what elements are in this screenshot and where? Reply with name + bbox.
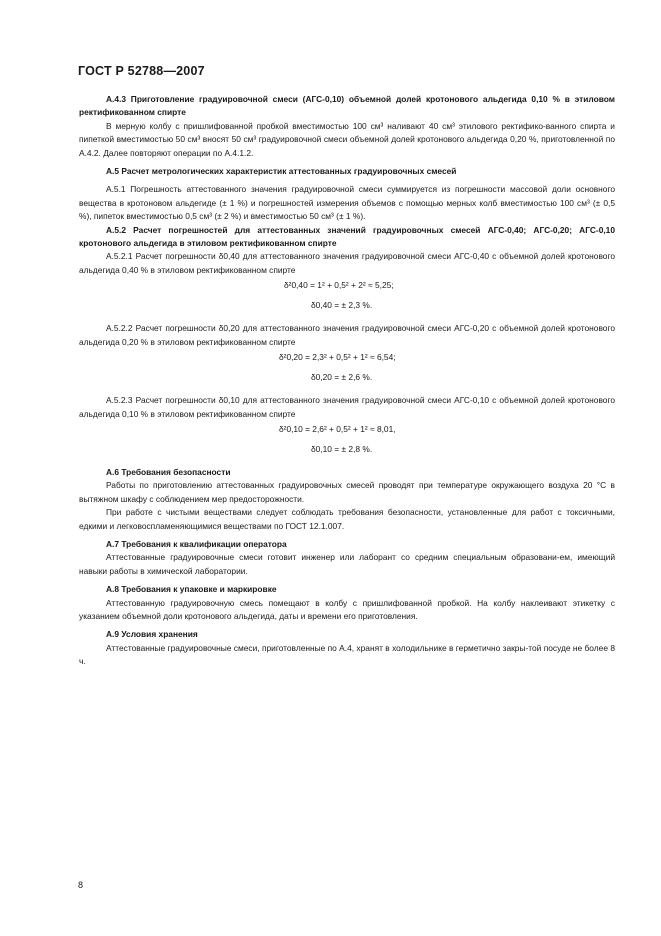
formula-row: [79, 349, 615, 369]
section-a9-text: Аттестованные градуировочные смеси, приготовленные по А.4, хранят в холодильнике в герметично закры-той посуде не более 8 ч.: [79, 642, 615, 667]
formula-a521-1: δ²0,40 = 1² + 0,5² + 2² ≈ 5,25;: [284, 280, 394, 291]
section-a522-text: А.5.2.2 Расчет погрешности δ0,20 для аттестованного значения градуировочной смеси АГС-0,20 с объемной долей кротонового альдегида 0,20 % в этиловом ректификованном спирте: [79, 323, 615, 347]
document-body: [79, 93, 615, 669]
formula-a523-2: δ0,10 = ± 2,8 %.: [311, 443, 373, 454]
section-a9-heading: А.9 Условия хранения: [106, 629, 198, 640]
section-a52-heading: А.5.2 Расчет погрешностей для аттестованных значений градуировочных смесей АГС-0,40; АГС-0,20; АГС-0,10 кротонового альдегида в этиловом ректификованном спирте: [79, 224, 615, 249]
formula-a522-2: δ0,20 = ± 2,6 %.: [311, 372, 373, 383]
page-number: 8: [78, 880, 84, 890]
section-a51-text: А.5.1 Погрешность аттестованного значения градуировочной смеси суммируется из погрешности массовой доли основного вещества в кротоновом альдегиде (± 1 %) и погрешностей измерения объемов с помощью мерных колб вместимостью 100 см³ (± 0,5 %), пипеток вместимостью 0,5 см³ (± 2 %) и вместимостью 50 см³ (± 1 %).: [79, 184, 615, 222]
document-header: ГОСТ Р 52788—2007: [78, 64, 205, 78]
formula-row: [79, 441, 615, 461]
section-a523-text: А.5.2.3 Расчет погрешности δ0,10 для аттестованного значения градуировочной смеси АГС-0,10 с объемной долей кротонового альдегида 0,10 % в этиловом ректификованном спирте: [79, 395, 615, 419]
section-a521-text: А.5.2.1 Расчет погрешности δ0,40 для аттестованного значения градуировочной смеси АГС-0,40 с объемной долей кротонового альдегида 0,40 % в этиловом ректификованном спирте: [79, 251, 615, 275]
section-a8-heading: А.8 Требования к упаковке и маркировке: [106, 584, 277, 595]
formula-a522-1: δ²0,20 = 2,3² + 0,5² + 1² ≈ 6,54;: [279, 352, 396, 363]
section-a7-heading: А.7 Требования к квалификации оператора: [106, 538, 287, 549]
section-a5-heading: А.5 Расчет метрологических характеристик аттестованных градуировочных смесей: [106, 166, 457, 177]
section-a7-text: Аттестованные градуировочные смеси готовит инженер или лаборант со средним специальным образовани-ем, имеющий навыки работы в химической лаборатории.: [79, 552, 615, 576]
section-a43-text: В мерную колбу с пришлифованной пробкой вместимостью 100 см³ наливают 40 см³ этилового ректифико-ванного спирта и пипеткой вместимостью 50 см³ вносят 50 см³ градуировочной смеси объемной долей кротонового альдегида 0,20 %, приготовленной по А.4.2. Далее повторяют операции по А.4.1.2.: [79, 120, 615, 158]
formula-row: [79, 421, 615, 441]
section-a43-heading: А.4.3 Приготовление градуировочной смеси (АГС-0,10) объемной долей кротонового альдегида 0,10 % в этиловом ректификованном спирте: [79, 94, 615, 118]
section-a6-text1: Работы по приготовлению аттестованных градуировочных смесей проводят при температуре окружающего воздуха 20 °С в вытяжном шкафу с соблюдением мер предосторожности.: [79, 480, 615, 504]
section-a8-text: Аттестованную градуировочную смесь помещают в колбу с пришлифованной пробкой. На колбу наклеивают этикетку с указанием объемной доли кротонового альдегида, даты и времени его приготовления.: [79, 597, 615, 621]
formula-row: [79, 369, 615, 389]
formula-row: [79, 277, 615, 297]
formula-row: [79, 297, 615, 317]
section-a6-text2: При работе с чистыми веществами следует соблюдать требования безопасности, установленные для работ с токсичными, едкими и легковоспламеняющимися веществами по ГОСТ 12.1.007.: [79, 507, 615, 531]
section-a6-heading: А.6 Требования безопасности: [106, 466, 231, 477]
formula-a521-2: δ0,40 = ± 2,3 %.: [311, 300, 373, 311]
formula-a523-1: δ²0,10 = 2,6² + 0,5² + 1² ≈ 8,01,: [279, 423, 396, 434]
